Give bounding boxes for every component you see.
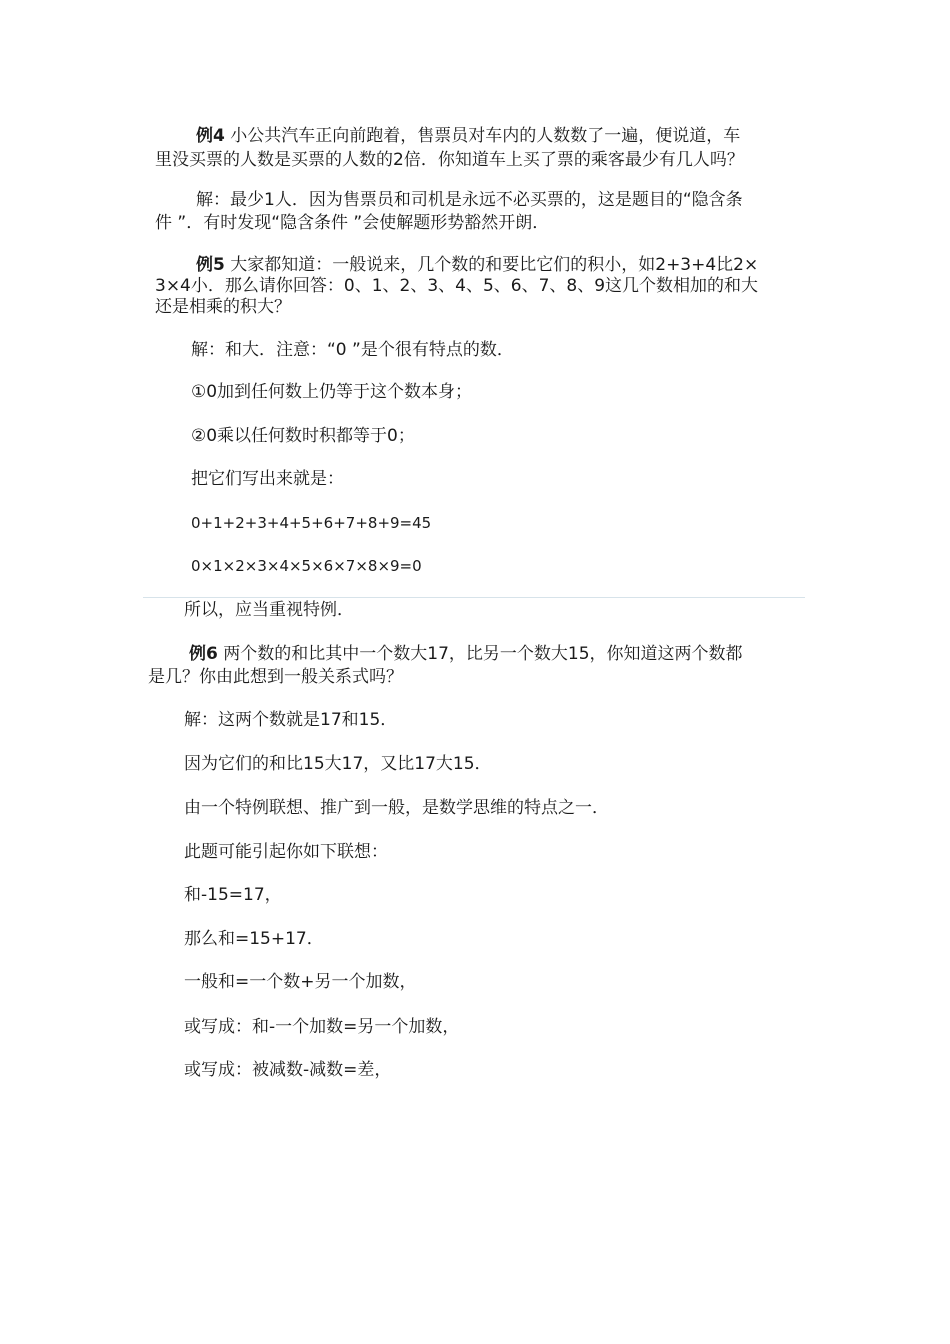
example-6-text-1: 两个数的和比其中一个数大17，比另一个数大15，你知道这两个数都 — [223, 644, 743, 664]
thinking-text: 由一个特例联想、推广到一般，是数学思维的特点之一． — [184, 798, 609, 818]
example-4-line-1 — [196, 126, 740, 146]
example-4-line-2: 里没买票的人数是买票的人数的2倍．你知道车上买了票的乘客最少有几人吗？ — [155, 150, 744, 170]
note-zero-addition: ①0加到任何数上仍等于这个数本身； — [191, 382, 473, 402]
example-6-label: 例6 — [189, 644, 218, 664]
sum-equation: 0+1+2+3+4+5+6+7+8+9=45 — [191, 514, 432, 532]
product-equation: 0×1×2×3×4×5×6×7×8×9=0 — [191, 557, 422, 575]
solution-4-line-1: 解：最少1人．因为售票员和司机是永远不必买票的，这是题目的“隐含条 — [196, 190, 743, 210]
example-5-line-3: 还是相乘的积大？ — [155, 297, 291, 317]
equation-2: 那么和=15+17． — [184, 929, 324, 949]
example-6-line-1 — [189, 644, 743, 664]
conclusion-text: 所以，应当重视特例． — [184, 600, 354, 620]
example-5-text-1: 大家都知道：一般说来，几个数的和要比它们的积小，如2+3+4比2× — [230, 255, 759, 275]
example-5-line-2: 3×4小．那么请你回答：0、1、2、3、4、5、6、7、8、9这几个数相加的和大 — [155, 276, 759, 296]
example-5-line-1 — [196, 255, 758, 275]
section-divider — [143, 597, 805, 598]
equation-1: 和-15=17， — [184, 885, 282, 905]
example-5-label: 例5 — [196, 255, 225, 275]
note-zero-multiplication: ②0乘以任何数时积都等于0； — [191, 426, 415, 446]
example-4-label: 例4 — [196, 126, 225, 146]
solution-4-line-2: 件 ”．有时发现“隐含条件 ”会使解题形势豁然开朗． — [155, 213, 550, 233]
association-text: 此题可能引起你如下联想： — [184, 842, 388, 862]
example-4-text-1: 小公共汽车正向前跑着，售票员对车内的人数数了一遍，便说道，车 — [230, 126, 741, 146]
solution-5: 解：和大．注意：“0 ”是个很有特点的数． — [191, 340, 514, 360]
because-text: 因为它们的和比15大17，又比17大15． — [184, 754, 492, 774]
write-out-label: 把它们写出来就是： — [191, 469, 344, 489]
alternate-form-2: 或写成：被减数-减数=差， — [184, 1060, 392, 1080]
solution-6: 解：这两个数就是17和15． — [184, 710, 398, 730]
general-relation: 一般和=一个数+另一个加数， — [184, 972, 417, 992]
example-6-line-2: 是几？你由此想到一般关系式吗？ — [148, 667, 403, 687]
alternate-form-1: 或写成：和-一个加数=另一个加数， — [184, 1017, 460, 1037]
